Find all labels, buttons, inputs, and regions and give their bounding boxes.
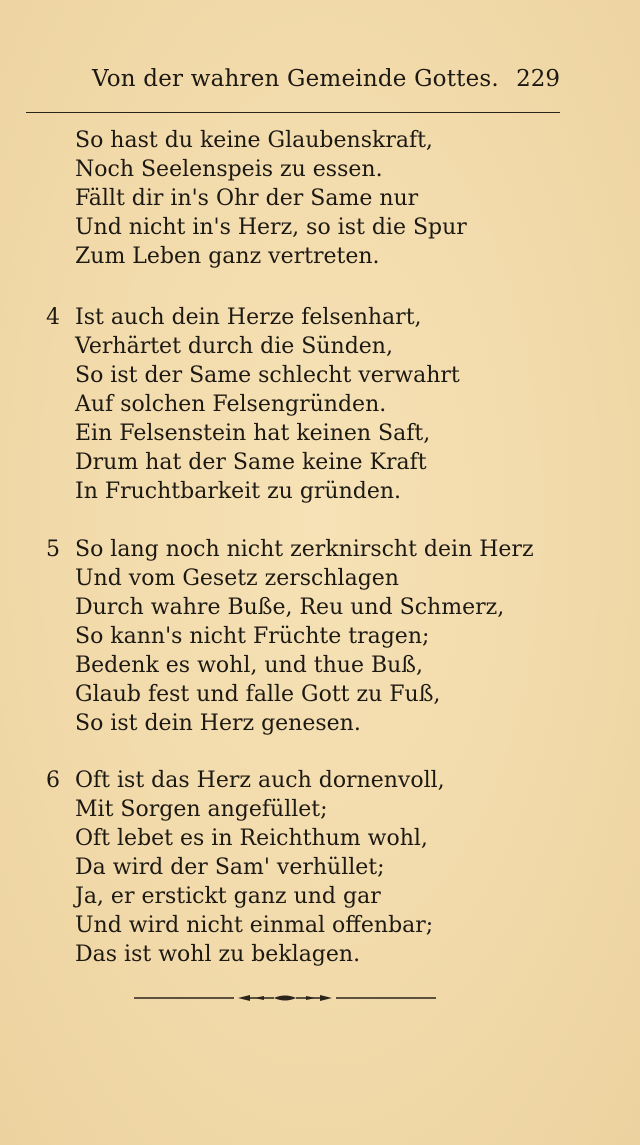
verse-line: Da wird der Sam' verhüllet; [75,855,385,880]
verse-line: Bedenk es wohl, und thue Buß, [75,653,423,678]
verse-line: Das ist wohl zu beklagen. [75,942,361,967]
verse-line: Drum hat der Same keine Kraft [75,450,427,475]
verse-line: Oft ist das Herz auch dornenvoll, [75,768,445,793]
verse-line: Und wird nicht einmal offenbar; [75,913,434,938]
verse-line: Glaub fest und falle Gott zu Fuß, [75,682,441,707]
verse-line: Und nicht in's Herz, so ist die Spur [75,215,467,240]
running-header [0,66,640,100]
stanza-number: 5 [46,537,60,562]
verse-line: Oft lebet es in Reichthum wohl, [75,826,428,851]
stanza-number: 4 [46,305,60,330]
verse-line: Noch Seelenspeis zu essen. [75,157,383,182]
verse-line: So hast du keine Glaubenskraft, [75,128,433,153]
verse-line: Mit Sorgen angefüllet; [75,797,328,822]
ornament-divider-icon [134,990,436,1006]
page-number: 229 [516,66,560,92]
verse-line: So ist dein Herz genesen. [75,711,361,736]
verse-line: So ist der Same schlecht verwahrt [75,363,460,388]
verse-line: So kann's nicht Früchte tragen; [75,624,430,649]
verse-line: Ein Felsenstein hat keinen Saft, [75,421,431,446]
verse-line: Und vom Gesetz zerschlagen [75,566,399,591]
header-rule [26,112,560,113]
verse-line: Zum Leben ganz vertreten. [75,244,380,269]
verse-line: Auf solchen Felsengründen. [75,392,387,417]
verse-line: Verhärtet durch die Sünden, [75,334,393,359]
verse-line: In Fruchtbarkeit zu gründen. [75,479,402,504]
verse-line: So lang noch nicht zerknirscht dein Herz [75,537,534,562]
stanza-number: 6 [46,768,60,793]
verse-line: Ja, er erstickt ganz und gar [75,884,381,909]
running-title: Von der wahren Gemeinde Gottes. [92,66,499,92]
verse-line: Ist auch dein Herze felsenhart, [75,305,422,330]
verse-line: Fällt dir in's Ohr der Same nur [75,186,419,211]
verse-line: Durch wahre Buße, Reu und Schmerz, [75,595,505,620]
